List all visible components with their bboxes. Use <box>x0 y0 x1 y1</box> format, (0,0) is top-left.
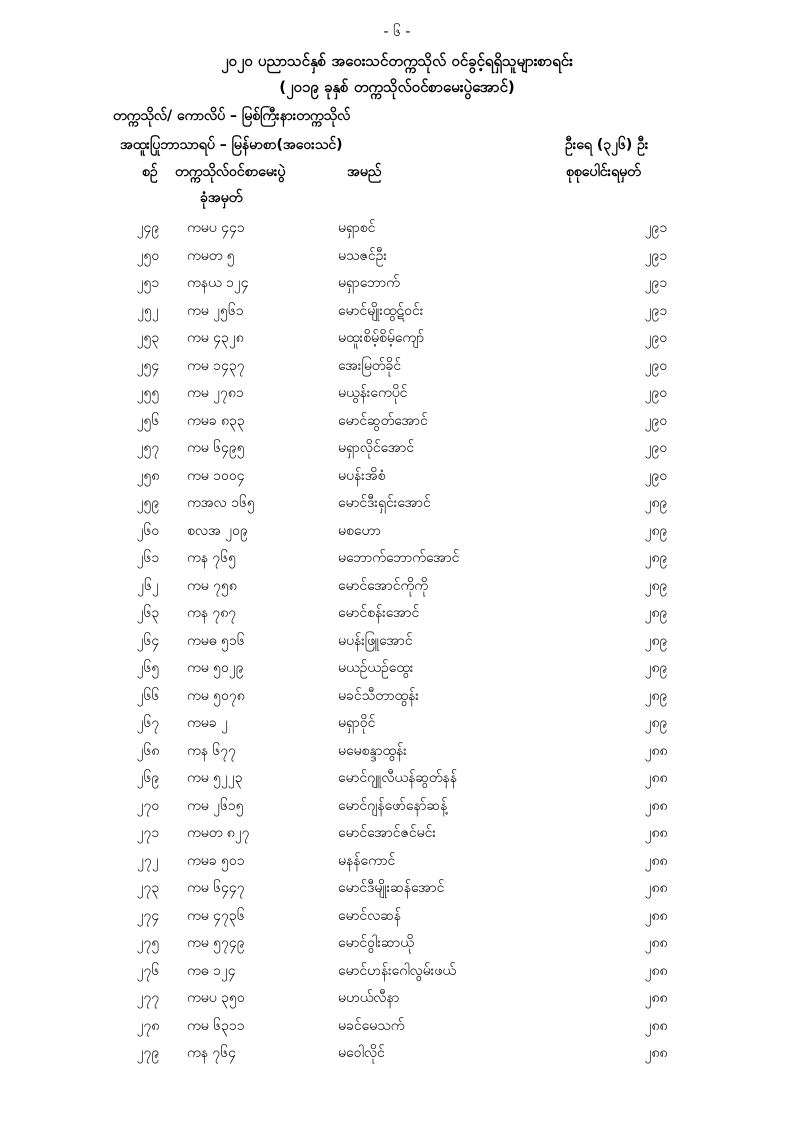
row-name: မောင်မျိုးထွဋ်ဝင်း <box>338 302 424 319</box>
table-row <box>0 957 794 985</box>
row-no: ၂၆၉ <box>136 770 160 786</box>
row-no: ၂၅၅ <box>136 385 160 401</box>
row-no: ၂၅၈ <box>136 467 160 484</box>
row-name: မသဇင်ဦး <box>338 247 387 264</box>
row-mark: ၂၈၈ <box>644 797 668 814</box>
row-mark: ၂၈၈ <box>644 770 668 786</box>
row-name: မဘောက်ဘောက်အောင် <box>338 550 460 566</box>
row-roll: ကမ ၅၀၂၉ <box>187 660 244 676</box>
table-row <box>0 737 794 765</box>
row-mark: ၂၈၈ <box>644 935 668 951</box>
row-roll: ကန ၇၆၅ <box>187 550 237 566</box>
table-row <box>0 682 794 710</box>
row-no: ၂၇၄ <box>136 907 160 924</box>
row-name: မဟယ်လီနာ <box>338 990 400 1006</box>
row-no: ၂၇၈ <box>136 1017 160 1034</box>
row-name: မဝေါလိုင် <box>338 1045 385 1061</box>
row-no: ၂၆၄ <box>136 632 160 649</box>
row-name: မမေစန္ဒာထွန်း <box>338 742 407 759</box>
row-roll: ကမတ ၈၂၇ <box>187 825 250 841</box>
row-mark: ၂၉၀ <box>644 440 668 456</box>
row-roll: ကမ ၅၇၄၉ <box>187 935 245 951</box>
row-mark: ၂၈၈ <box>644 1017 668 1034</box>
row-name: မပန်းအိစံ <box>338 467 386 484</box>
table-row <box>0 599 794 627</box>
table-row <box>0 214 794 242</box>
major-label: အထူးပြုဘာသာရပ် – မြန်မာစာ(အဝေးသင်) <box>120 137 343 153</box>
row-no: ၂၅၉ <box>136 495 160 511</box>
row-roll: ကမ ၂၇၈၁ <box>187 385 244 401</box>
row-roll: ကဓ ၁၂၄ <box>187 962 236 979</box>
row-roll: ကမဓ ၅၁၆ <box>187 632 245 649</box>
row-roll: ကန ၇၆၄ <box>187 1045 237 1061</box>
row-roll: ကမ ၁၄၃၇ <box>187 357 245 374</box>
row-mark: ၂၈၈ <box>644 962 668 979</box>
row-name: မစဟော <box>338 522 381 539</box>
table-row <box>0 847 794 875</box>
row-mark: ၂၉၀ <box>644 467 668 484</box>
row-mark: ၂၈၉ <box>644 687 668 704</box>
row-mark: ၂၈၈ <box>644 825 668 841</box>
row-name: မောင်ဆွတ်အောင် <box>338 412 428 429</box>
row-no: ၂၆၈ <box>136 742 160 759</box>
table-row <box>0 462 794 490</box>
row-no: ၂၇၆ <box>136 962 160 979</box>
row-mark: ၂၉၀ <box>644 412 668 429</box>
row-roll: ကမခ ၈၃၃ <box>187 412 245 429</box>
row-no: ၂၅၃ <box>136 330 160 346</box>
table-row <box>0 902 794 930</box>
row-name: မရှာစင် <box>338 220 376 236</box>
table-row <box>0 324 794 352</box>
table-row <box>0 544 794 572</box>
row-mark: ၂၈၉ <box>644 495 668 511</box>
row-no: ၂၅၀ <box>136 247 160 264</box>
table-row <box>0 984 794 1012</box>
row-mark: ၂၈၈ <box>644 907 668 924</box>
row-no: ၂၇၀ <box>136 797 160 814</box>
table-row <box>0 792 794 820</box>
table-row <box>0 297 794 325</box>
table-row <box>0 572 794 600</box>
row-no: ၂၆၅ <box>136 660 160 676</box>
row-roll: ကမတ ၅ <box>187 247 235 264</box>
document-subtitle: (၂၀၁၉ ခုနှစ် တက္ကသိုလ်ဝင်စာမေးပွဲအောင်) <box>279 78 515 96</box>
row-no: ၂၆၆ <box>136 687 160 704</box>
row-roll: ကမ ၂၆၁၅ <box>187 797 244 814</box>
table-row <box>0 1012 794 1040</box>
row-roll: ကနယ ၁၂၄ <box>187 275 249 291</box>
row-roll: ကမ ၄၃၂၈ <box>187 330 244 346</box>
row-mark: ၂၈၈ <box>644 880 668 896</box>
row-name: မောင်ဟန်းဂေါလွမ်းဖယ် <box>338 962 456 979</box>
row-name: မောင်ဂျန်ဖော်နော်ဆန့် <box>338 797 448 814</box>
row-name: မထူးစိမ့်စိမ့်ကျော် <box>338 330 425 346</box>
table-row <box>0 819 794 847</box>
row-mark: ၂၈၉ <box>644 660 668 676</box>
row-roll: ကန ၆၇၇ <box>187 742 237 759</box>
row-no: ၂၅၇ <box>136 440 160 456</box>
row-no: ၂၄၉ <box>136 220 160 236</box>
row-mark: ၂၉၀ <box>644 357 668 374</box>
row-roll: ကအလ ၁၆၅ <box>187 495 255 511</box>
row-roll: ကမ ၄၇၃၆ <box>187 907 245 924</box>
row-roll: ကမ ၇၅၈ <box>187 577 237 594</box>
row-no: ၂၆၂ <box>137 577 159 594</box>
row-roll: စလအ ၂၀၉ <box>187 522 248 539</box>
table-row <box>0 407 794 435</box>
row-no: ၂၆၁ <box>136 550 160 566</box>
header-mark: စုစုပေါင်းရမှတ် <box>566 164 641 180</box>
row-mark: ၂၈၈ <box>644 742 668 759</box>
row-no: ၂၆၀ <box>136 522 160 539</box>
row-name: မောင်စန်းအောင် <box>338 605 420 621</box>
quota-label: ဦးရေ (၃၂၆) ဦး <box>565 137 649 153</box>
document-title: ၂၀၂၀ ပညာသင်နှစ် အဝေးသင်တက္ကသိုလ် ဝင်ခွင့်ရရှိသူများစာရင်း <box>221 52 573 70</box>
table-row <box>0 764 794 792</box>
row-roll: ကမ ၆၄၉၅ <box>187 440 245 456</box>
row-mark: ၂၈၈ <box>644 990 668 1006</box>
row-name: အေးမြတ်ခိုင် <box>338 357 402 374</box>
row-no: ၂၆၇ <box>136 715 160 731</box>
row-no: ၂၇၇ <box>136 990 160 1006</box>
row-name: မောင်ဂျူလီယန်ဆွတ်နန် <box>338 770 457 786</box>
row-roll: ကမပ ၃၅၀ <box>187 990 245 1006</box>
row-name: မယဉ်ယဉ်ထွေး <box>338 660 414 676</box>
row-mark: ၂၉၁ <box>644 275 668 291</box>
row-no: ၂၆၃ <box>136 605 160 621</box>
row-name: မခင်မေသက် <box>338 1017 405 1034</box>
table-row <box>0 379 794 407</box>
row-no: ၂၇၅ <box>136 935 160 951</box>
department-label: တက္ကသိုလ်/ ကောလိပ် – မြစ်ကြီးနားတက္ကသိုလ် <box>113 108 351 124</box>
table-row <box>0 489 794 517</box>
row-no: ၂၇၃ <box>136 880 160 896</box>
table-row <box>0 434 794 462</box>
header-no: စဉ် <box>142 164 158 180</box>
row-no: ၂၅၁ <box>136 275 160 291</box>
table-row <box>0 709 794 737</box>
table-row <box>0 627 794 655</box>
row-mark: ၂၉၀ <box>644 330 668 346</box>
row-roll: ကမ ၅၀၇၈ <box>187 687 245 704</box>
row-roll: ကမ ၆၃၁၁ <box>187 1017 245 1034</box>
row-name: မရှာဝိုင် <box>338 715 376 731</box>
row-name: မောင်လဆန် <box>338 907 402 924</box>
row-roll: ကမ ၂၅၆၁ <box>187 302 244 319</box>
row-name: မောင်အောင်ဇင်မင်း <box>338 825 436 841</box>
row-mark: ၂၉၀ <box>644 385 668 401</box>
row-no: ၂၇၁ <box>136 825 160 841</box>
row-mark: ၂၈၉ <box>644 522 668 539</box>
header-roll-line2: ခုံအမှတ် <box>200 190 243 206</box>
row-no: ၂၇၂ <box>137 852 159 869</box>
header-name: အမည် <box>347 164 382 180</box>
row-name: မပန်းဖြူအောင် <box>338 632 413 649</box>
row-name: မောင်ဝွါးဆာယို <box>338 935 414 951</box>
table-row <box>0 269 794 297</box>
row-mark: ၂၈၉ <box>644 632 668 649</box>
table-row <box>0 517 794 545</box>
row-mark: ၂၉၁ <box>644 302 668 319</box>
page-number: - ၆ - <box>383 24 411 40</box>
row-roll: ကမခ ၂ <box>187 715 228 731</box>
row-no: ၂၅၄ <box>136 357 160 374</box>
table-row <box>0 874 794 902</box>
row-name: မနန်ကောင် <box>338 852 396 869</box>
table-row <box>0 1039 794 1067</box>
row-roll: ကမ ၁၀၀၄ <box>187 467 245 484</box>
row-mark: ၂၈၉ <box>644 605 668 621</box>
row-name: မခင်သီတာထွန်း <box>338 687 419 704</box>
header-roll: တက္ကသိုလ်ဝင်စာမေးပွဲ <box>175 164 286 180</box>
row-roll: ကမ ၆၄၄၇ <box>187 880 245 896</box>
row-name: မရှာဘောက် <box>338 275 400 291</box>
table-row <box>0 929 794 957</box>
row-mark: ၂၈၉ <box>644 550 668 566</box>
table-row <box>0 654 794 682</box>
row-no: ၂၅၆ <box>136 412 160 429</box>
row-no: ၂၇၉ <box>136 1045 160 1061</box>
row-name: မောင်အောင်ကိုကို <box>338 577 428 594</box>
row-roll: ကမ ၅၂၂၃ <box>187 770 243 786</box>
row-roll: ကန ၇၈၇ <box>187 605 237 621</box>
row-mark: ၂၈၉ <box>644 715 668 731</box>
row-roll: ကမခ ၅၀၁ <box>187 852 245 869</box>
row-name: မယွန်းကေပိုင် <box>338 385 408 401</box>
row-name: မောင်ဒီမျိုးဆန်အောင် <box>338 880 445 896</box>
row-mark: ၂၉၁ <box>644 220 668 236</box>
row-name: မရှာလိုင်အောင် <box>338 440 415 456</box>
row-name: မောင်ဒီးရှင်းအောင် <box>338 495 431 511</box>
results-table <box>0 214 794 1067</box>
table-row <box>0 242 794 270</box>
row-no: ၂၅၂ <box>137 302 159 319</box>
row-mark: ၂၈၈ <box>644 1045 668 1061</box>
row-mark: ၂၉၁ <box>644 247 668 264</box>
table-row <box>0 352 794 380</box>
row-mark: ၂၈၈ <box>644 852 668 869</box>
row-mark: ၂၈၉ <box>644 577 668 594</box>
row-roll: ကမပ ၄၄၁ <box>187 220 245 236</box>
